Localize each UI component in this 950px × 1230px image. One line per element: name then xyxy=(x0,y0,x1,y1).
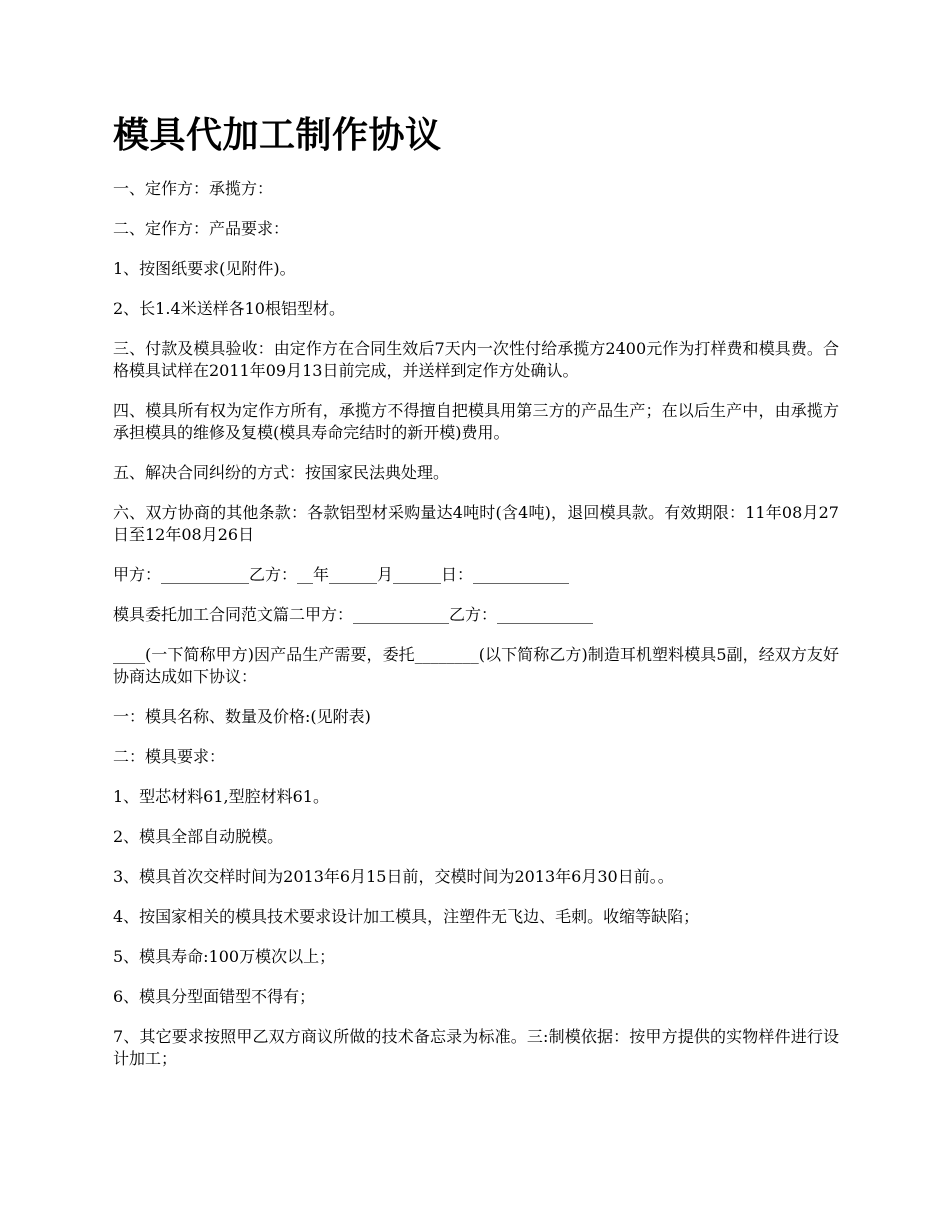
paragraph-party-2: 二、定作方：产品要求： xyxy=(113,219,290,238)
paragraph-req-4: 4、按国家相关的模具技术要求设计加工模具，注塑件无飞边、毛刺。收缩等缺陷； xyxy=(113,907,700,926)
paragraph-item-2: 2、长1.4米送样各10根铝型材。 xyxy=(113,299,345,318)
paragraph-ownership: 四、模具所有权为定作方所有，承揽方不得擅自把模具用第三方的产品生产；在以后生产中，由承揽方承担模具的维修及复模(模具寿命完结时的新开模)费用。 xyxy=(113,401,839,442)
paragraph-contract-two-header: 模具委托加工合同范文篇二甲方：____________乙方：____________ xyxy=(113,605,594,624)
paragraph-req-7: 7、其它要求按照甲乙双方商议所做的技术备忘录为标准。三:制模依据：按甲方提供的实物样件进行设计加工； xyxy=(113,1027,839,1068)
document-title: 模具代加工制作协议 xyxy=(113,114,442,156)
document-page xyxy=(113,112,839,1088)
paragraph-req-2: 2、模具全部自动脱模。 xyxy=(113,827,284,846)
paragraph-signature-line: 甲方：___________乙方：__年______月______日：____________ xyxy=(113,565,570,584)
paragraph-dispute: 五、解决合同纠纷的方式：按国家民法典处理。 xyxy=(113,463,450,482)
paragraph-req-3: 3、模具首次交样时间为2013年6月15日前，交模时间为2013年6月30日前。。 xyxy=(113,867,674,886)
paragraph-mold-requirements: 二：模具要求： xyxy=(113,747,226,766)
paragraph-other-terms: 六、双方协商的其他条款：各款铝型材采购量达4吨时(含4吨)，退回模具款。有效期限：11年08月27日至12年08月26日 xyxy=(113,503,839,544)
paragraph-payment: 三、付款及模具验收：由定作方在合同生效后7天内一次性付给承揽方2400元作为打样费和模具费。合格模具试样在2011年09月13日前完成，并送样到定作方处确认。 xyxy=(113,339,839,380)
paragraph-mold-name: 一：模具名称、数量及价格:(见附表) xyxy=(113,707,371,726)
paragraph-item-1: 1、按图纸要求(见附件)。 xyxy=(113,259,296,278)
paragraph-req-6: 6、模具分型面错型不得有； xyxy=(113,987,316,1006)
paragraph-req-5: 5、模具寿命:100万模次以上； xyxy=(113,947,336,966)
paragraph-party-1: 一、定作方：承揽方： xyxy=(113,179,274,198)
paragraph-req-1: 1、型芯材料61,型腔材料61。 xyxy=(113,787,329,806)
paragraph-intro: ____(一下简称甲方)因产品生产需要，委托________(以下简称乙方)制造耳机塑料模具5副，经双方友好协商达成如下协议： xyxy=(113,645,839,686)
